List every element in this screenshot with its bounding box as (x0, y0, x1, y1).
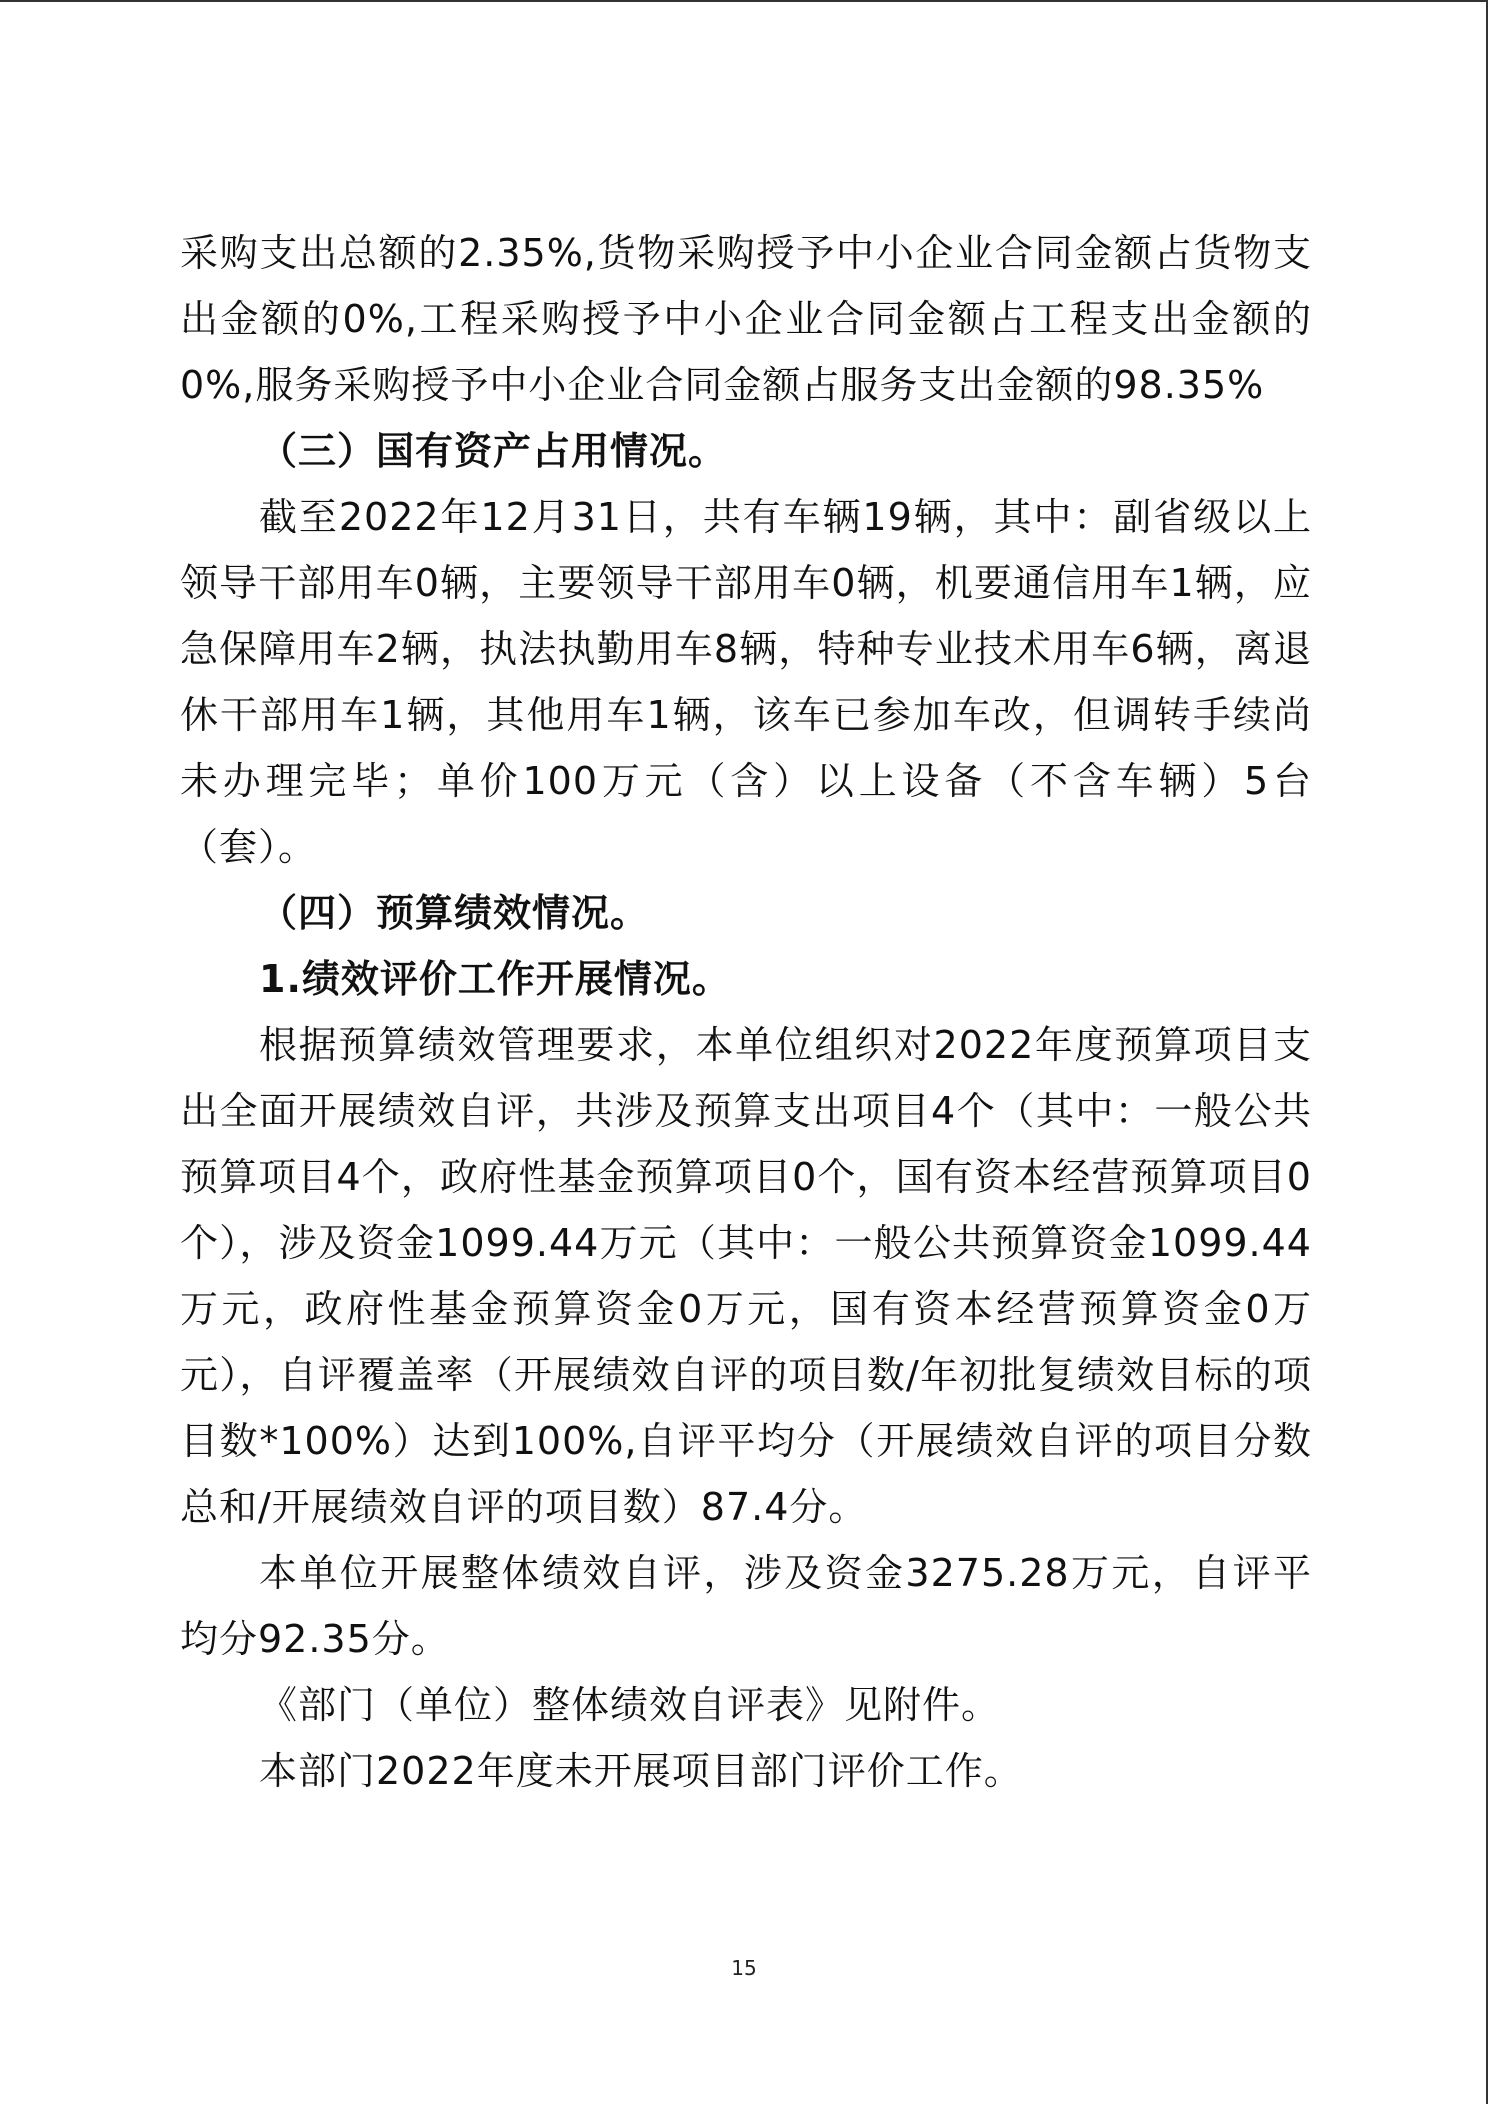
section-heading-budget-performance: （四）预算绩效情况。 (259, 891, 650, 935)
page-body (180, 220, 1312, 1804)
paragraph-procurement-continuation: 采购支出总额的2.35%,货物采购授予中小企业合同金额占货物支出金额的0%,工程采购授予中小企业合同金额占工程支出金额的0%,服务采购授予中小企业合同金额占服务支出金额的98.35% (180, 231, 1312, 407)
paragraph-department-evaluation: 本部门2022年度未开展项目部门评价工作。 (259, 1749, 1023, 1793)
subheading-evaluation-work: 1.绩效评价工作开展情况。 (259, 957, 731, 1001)
paragraph-attachment-note: 《部门（单位）整体绩效自评表》见附件。 (259, 1683, 1001, 1727)
paragraph-project-self-evaluation: 根据预算绩效管理要求，本单位组织对2022年度预算项目支出全面开展绩效自评，共涉及预算支出项目4个（其中：一般公共预算项目4个，政府性基金预算项目0个，国有资本经营预算项目0个），涉及资金1099.44万元（其中：一般公共预算资金1099.44万元，政府性基金预算资金0万元，国有资本经营预算资金0万元），自评覆盖率（开展绩效自评的项目数/年初批复绩效目标的项目数*100%）达到100%,自评平均分（开展绩效自评的项目分数总和/开展绩效自评的项目数）87.4分。 (180, 1023, 1312, 1529)
paragraph-overall-self-evaluation: 本单位开展整体绩效自评，涉及资金3275.28万元，自评平均分92.35分。 (180, 1551, 1312, 1661)
section-heading-state-assets: （三）国有资产占用情况。 (259, 429, 728, 473)
page-number: 15 (731, 1956, 757, 1980)
paragraph-vehicles: 截至2022年12月31日，共有车辆19辆，其中：副省级以上领导干部用车0辆，主要领导干部用车0辆，机要通信用车1辆，应急保障用车2辆，执法执勤用车8辆，特种专业技术用车6辆，离退休干部用车1辆，其他用车1辆，该车已参加车改，但调转手续尚未办理完毕；单价100万元（含）以上设备（不含车辆）5台（套）。 (180, 495, 1312, 869)
